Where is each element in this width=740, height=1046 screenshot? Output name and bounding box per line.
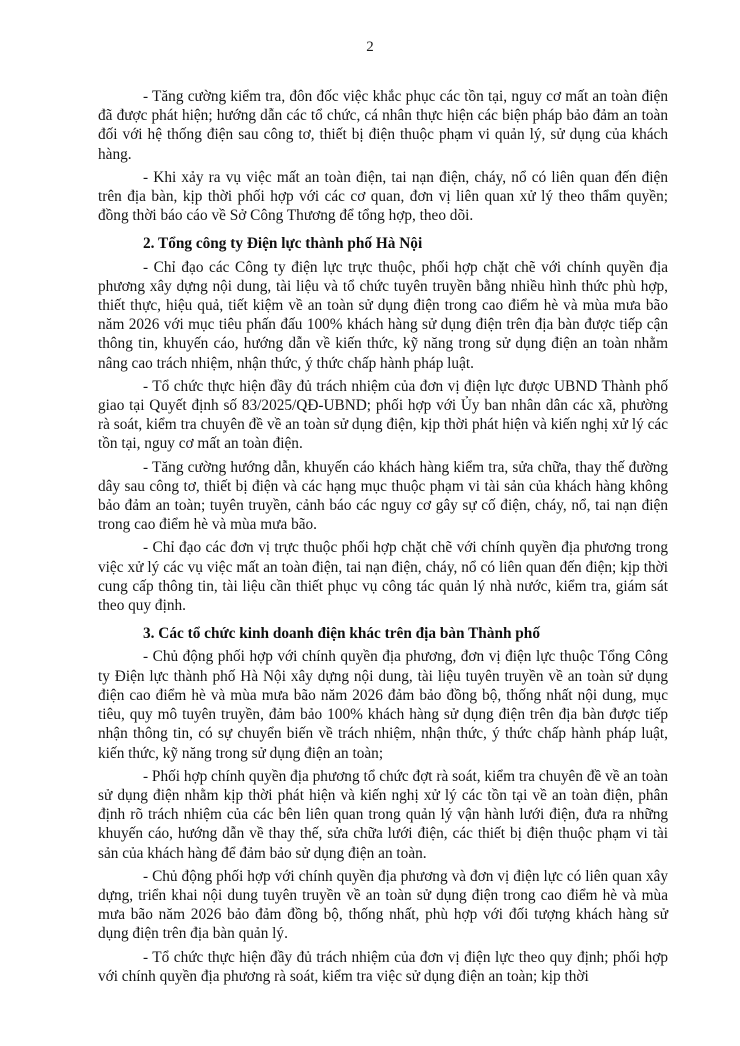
paragraph-duties-per-regulation: - Tổ chức thực hiện đầy đủ trách nhiệm của đơn vị điện lực theo quy định; phối hợp với chính quyền địa phương rà soát, kiểm tra việc sử dụng điện an toàn; kịp thời (98, 948, 668, 985)
paragraph-inspection-followup: - Tăng cường kiểm tra, đôn đốc việc khắc phục các tồn tại, nguy cơ mất an toàn điện đã được phát hiện; hướng dẫn các tổ chức, cá nhân thực hiện các biện pháp bảo đảm an toàn đối với hệ thống điện sau công tơ, thiết bị điện thuộc phạm vi quản lý, sử dụng của khách hàng. (98, 88, 668, 163)
section-heading-evn-hanoi: 2. Tổng công ty Điện lực thành phố Hà Nội (143, 235, 423, 253)
page-number: 2 (366, 39, 374, 55)
paragraph-thematic-inspection: - Phối hợp chính quyền địa phương tổ chức đợt rà soát, kiểm tra chuyên đề về an toàn sử dụng điện nhằm kịp thời phát hiện và kiến nghị xử lý các tồn tại về an toàn điện, phân định rõ trách nhiệm của các bên liên quan trong quản lý vận hành lưới điện, đưa ra những khuyến cáo, hướng dẫn về thay thế, sửa chữa lưới điện, các thiết bị điện thuộc phạm vi tài sản của khách hàng để đảm bảo sử dụng điện an toàn. (98, 767, 668, 862)
document-body (98, 83, 668, 986)
section-heading-other-electricity-businesses: 3. Các tổ chức kinh doanh điện khác trên địa bàn Thành phố (143, 625, 540, 643)
paragraph-directing-power-companies: - Chỉ đạo các Công ty điện lực trực thuộc, phối hợp chặt chẽ với chính quyền địa phương xây dựng nội dung, tài liệu và tổ chức tuyên truyền bằng nhiều hình thức phù hợp, thiết thực, hiệu quả, tiết kiệm về an toàn sử dụng điện trong cao điểm hè và mùa mưa bão năm 2026 với mục tiêu phấn đấu 100% khách hàng sử dụng điện trên địa bàn được tiếp cận thông tin, khuyến cáo, hướng dẫn về kiến thức, kỹ năng trong sử dụng điện an toàn nhằm nâng cao trách nhiệm, nhận thức, ý thức chấp hành pháp luật. (98, 258, 668, 372)
paragraph-responsibility-decision-83: - Tổ chức thực hiện đầy đủ trách nhiệm của đơn vị điện lực được UBND Thành phố giao tại Quyết định số 83/2025/QĐ-UBND; phối hợp với Ủy ban nhân dân các xã, phường rà soát, kiểm tra chuyên đề về an toàn sử dụng điện, kịp thời phát hiện và kiến nghị xử lý các tồn tại, nguy cơ mất an toàn điện. (98, 377, 668, 453)
paragraph-local-authority-coordination: - Chủ động phối hợp với chính quyền địa phương và đơn vị điện lực có liên quan xây dựng, triển khai nội dung tuyên truyền về an toàn sử dụng điện trong cao điểm hè và mùa mưa bão năm 2026 bảo đảm đồng bộ, thống nhất, phù hợp với đối tượng khách hàng sử dụng điện trên địa bàn quản lý. (98, 867, 668, 943)
paragraph-incident-reporting: - Khi xảy ra vụ việc mất an toàn điện, tai nạn điện, cháy, nổ có liên quan đến điện trên địa bàn, kịp thời phối hợp với các cơ quan, đơn vị liên quan xử lý theo thẩm quyền; đồng thời báo cáo về Sở Công Thương để tổng hợp, theo dõi. (98, 168, 668, 225)
paragraph-customer-guidance: - Tăng cường hướng dẫn, khuyến cáo khách hàng kiểm tra, sửa chữa, thay thế đường dây sau công tơ, thiết bị điện và các hạng mục thuộc phạm vi tài sản của khách hàng không bảo đảm an toàn; tuyên truyền, cảnh báo các nguy cơ gây sự cố điện, cháy, nổ, tai nạn điện trong cao điểm hè và mùa mưa bão. (98, 458, 668, 534)
paragraph-subordinate-units-coordination: - Chỉ đạo các đơn vị trực thuộc phối hợp chặt chẽ với chính quyền địa phương trong việc xử lý các vụ việc mất an toàn điện, tai nạn điện, cháy, nổ có liên quan đến điện; kịp thời cung cấp thông tin, tài liệu cần thiết phục vụ công tác quản lý nhà nước, kiểm tra, giám sát theo quy định. (98, 539, 668, 615)
paragraph-propaganda-coordination: - Chủ động phối hợp với chính quyền địa phương, đơn vị điện lực thuộc Tổng Công ty Điện lực thành phố Hà Nội xây dựng nội dung, tài liệu tuyên truyền về an toàn sử dụng điện cao điểm hè và mùa mưa bão năm 2026 đảm bảo đồng bộ, thống nhất nội dung, mục tiêu, quy mô tuyên truyền, đảm bảo 100% khách hàng sử dụng điện trên địa bàn được tiếp nhận thông tin, có sự chuyển biến về trách nhiệm, nhận thức, ý thức chấp hành pháp luật, kiến thức, kỹ năng trong sử dụng điện an toàn; (98, 648, 668, 762)
